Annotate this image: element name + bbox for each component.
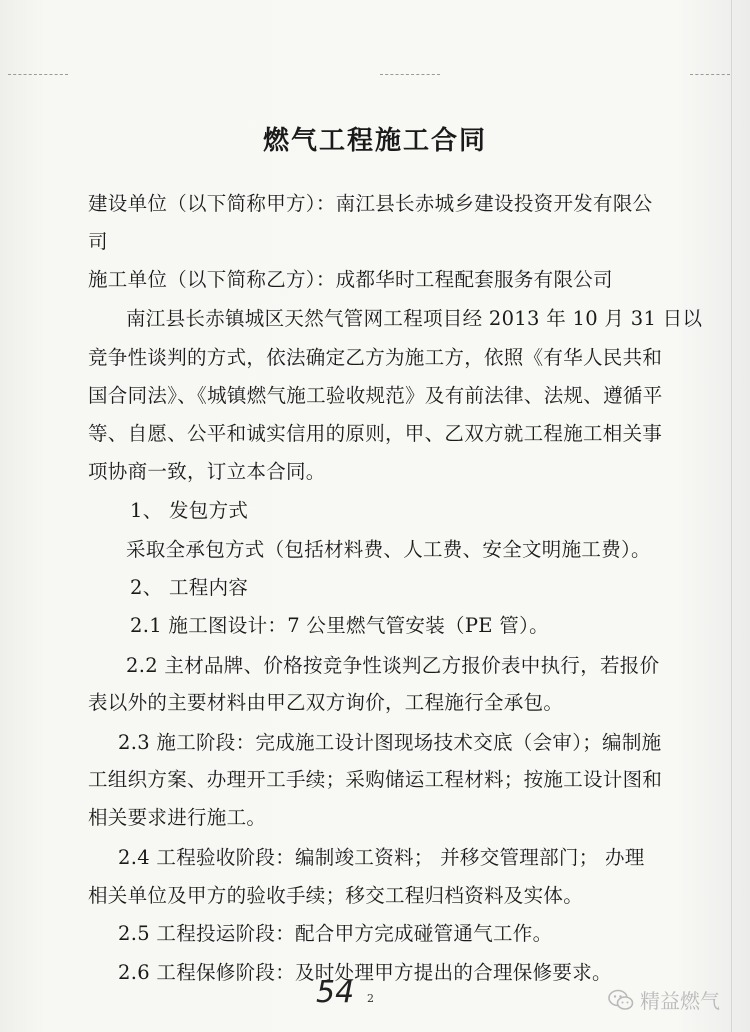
text-line: 2.6 工程保修阶段：及时处理甲方提出的合理保修要求。 <box>118 961 612 984</box>
top-middle-dash <box>380 74 440 75</box>
text-line: 施工单位（以下简称乙方）：成都华时工程配套服务有限公司 <box>88 268 613 291</box>
text-line: 2.2 主材品牌、价格按竞争性谈判乙方报价表中执行，若报价 <box>126 654 660 677</box>
text-line: 南江县长赤镇城区天然气管网工程项目经 2013 年 10 月 31 日以 <box>126 307 703 330</box>
top-left-dash <box>8 74 68 75</box>
text-line: 2.1 施工图设计：7 公里燃气管安装（PE 管）。 <box>130 614 549 637</box>
section-heading: 1、 发包方式 <box>130 499 249 522</box>
text-line: 建设单位（以下简称甲方）：南江县长赤城乡建设投资开发有限公 <box>88 192 653 215</box>
text-line: 采取全承包方式（包括材料费、人工费、安全文明施工费）。 <box>126 538 651 561</box>
text-line: 国合同法》、《城镇燃气施工验收规范》及有前法律、法规、遵循平 <box>88 384 663 407</box>
text-line: 竞争性谈判的方式，依法确定乙方为施工方，依照《有华人民共和 <box>88 346 663 369</box>
watermark <box>608 985 720 1014</box>
document-title: 燃气工程施工合同 <box>262 126 487 156</box>
section-heading: 2、 工程内容 <box>130 576 249 599</box>
text-line: 相关单位及甲方的验收手续；移交工程归档资料及实体。 <box>88 884 584 907</box>
text-line: 相关要求进行施工。 <box>88 806 267 829</box>
wechat-icon <box>608 989 634 1011</box>
top-right-dash <box>690 74 730 75</box>
text-line: 项协商一致，订立本合同。 <box>88 460 326 483</box>
handwritten-page-number: 54 <box>316 975 355 1010</box>
text-line: 2.3 施工阶段：完成施工设计图现场技术交底（会审）；编制施 <box>118 731 662 754</box>
watermark-text: 精益燃气 <box>640 989 720 1013</box>
printed-page-number: 2 <box>367 992 374 1005</box>
text-line: 表以外的主要材料由甲乙双方询价，工程施行全承包。 <box>88 691 564 714</box>
text-line: 司 <box>88 230 108 253</box>
text-line: 工组织方案、办理开工手续；采购储运工程材料；按施工设计图和 <box>88 768 663 791</box>
text-line: 2.5 工程投运阶段：配合甲方完成碰管通气工作。 <box>118 922 553 945</box>
text-line: 等、自愿、公平和诚实信用的原则，甲、乙双方就工程施工相关事 <box>88 422 663 445</box>
text-line: 2.4 工程验收阶段：编制竣工资料； 并移交管理部门； 办理 <box>118 846 645 869</box>
